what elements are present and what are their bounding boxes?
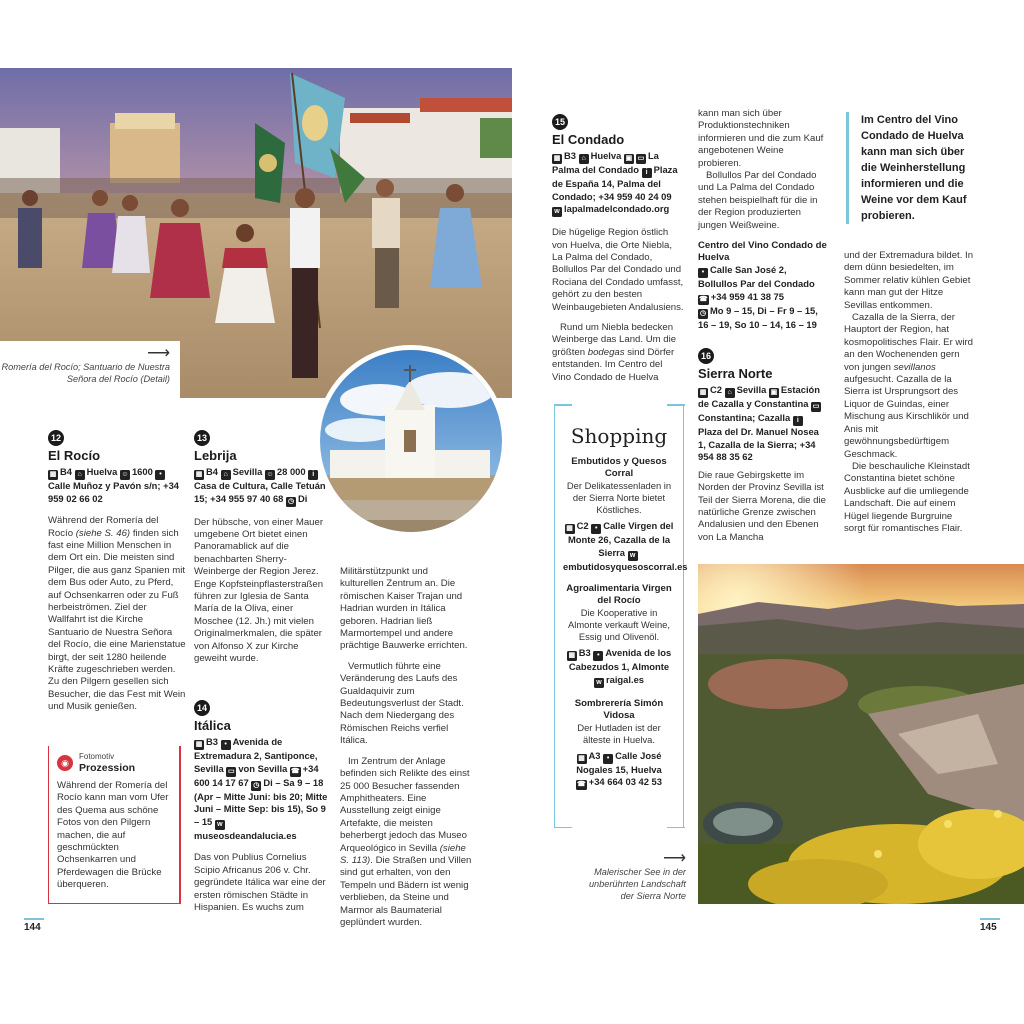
entry-text-a: Das von Publius Cornelius Scipio Africanus 206 v. Chr. gegründete Itálica war eine der ersten römischen Städte in Hispanien. Es wuchs zum xyxy=(194,852,326,913)
entry-title: El Condado xyxy=(552,132,625,147)
entry-el-rocio xyxy=(48,430,186,722)
fotomotiv-box xyxy=(48,746,180,904)
entry-number-badge: 13 xyxy=(194,430,210,446)
map-grid-icon: ▦ xyxy=(195,741,203,748)
shopping-box-bottom-right xyxy=(667,827,685,829)
web-icon: w xyxy=(628,551,638,561)
sierra-continued: und der Extremadura bildet. In dem dünn besiedelten, im Sommer relativ kühlen Gebiet kann man gut der Hitze Sevillas entkommen. Cazalla de la Sierra, der Hauptort der Region, hat kosmopolitisches Flair. Er wird an den Wochenenden gern von jungen sevillanos aufgesucht. Cazalla de la Sierra ist Ursprungsort des Liquor de Guindas, einer Mischung aus Kirschlikör und Anis mit gewöhnungsbedürftigem Geschmack. Die beschauliche Kleinstadt Constantina bietet schöne Ausblicke auf die umliegende Landschaft. Die auf einem Hügel liegende Burgruine sorgt für romantisches Flair. xyxy=(844,250,974,534)
fotomotiv-label: Fotomotiv xyxy=(79,752,115,761)
web-icon: w xyxy=(552,207,562,217)
entry-info: ▦ B4 ⌂ Huelva ☺ 1600 •Calle Muñoz y Pavón s/n; +34 959 02 66 02 xyxy=(48,466,180,504)
italica-continued: Militärstützpunkt und kulturellen Zentrum an. Die römischen Kaiser Trajan und Hadrian wurden in Itálica geboren. Hadrian ließ Marmortempel und andere prächtige Bauwerke errichten. Vermutlich führte eine Veränderung des Laufs des Gualdaquivir zum Bedeutungsverlust der Stadt. Nach dem Niedergang des Römischen Reichs verfiel Itálica. Im Zentrum der Anlage befinden sich Relikte des einst 25 000 Besucher fassenden Amphitheaters. Eine Ausstellung zeigt einige Artefakte, die meisten beherbergt jedoch das Museo Arqueológico in Sevilla (siehe S. 113). Die Straßen und Villen sind gut erhalten, von den Tempeln und Bädern ist wenig verblieben, da Steine und Marmor als Baumaterial geplündert wurden. xyxy=(340,566,472,928)
train-icon: ▣ xyxy=(770,389,778,396)
pin-icon: • xyxy=(155,470,165,480)
entry-lebrija xyxy=(194,430,329,673)
entry-text: Der hübsche, von einer Mauer umgebene Ort bietet einen Panoramablick auf die benachbarten Sherry-Weinberge der Region Jerez. Enge Kopfsteinpflasterstraßen führen zur Iglesia de Santa María de la Oliva, einer Moschee (12. Jh.) mit vielen Originalmerkmalen, die später von Alfonso X zur Kirche geweiht wurde. xyxy=(194,516,324,665)
web-icon: w xyxy=(215,820,225,830)
entry-text: Während der Romería del Rocío (siehe S. 46) finden sich fast eine Million Menschen in dem Ort ein. Die meisten sind Pilger, die aus ganz Spanien mit dem Bus oder Auto, zu Pferd, auf Ochsenkarren oder zu Fuß herbeiströmen. Ziel der Wallfahrt ist die Kirche Santuario de Nuestra Señora del Rocío, die eine Marienstatue birgt, der seit 1280 heilende Kräfte zugeschrieben werden. Zu den Pilgern gesellen sich Besucher, die das Fest mit Wein und Musik genießen. xyxy=(48,515,186,713)
arrow-right-icon: ⟶ xyxy=(147,345,170,362)
centro-del-vino-title: Centro del Vino Condado de Huelva xyxy=(698,240,827,264)
entry-number-badge: 16 xyxy=(698,348,714,364)
entry-sierra-norte xyxy=(698,348,828,544)
info-icon: i xyxy=(793,416,803,426)
arrow-right-icon: ⟶ xyxy=(663,850,686,867)
shopping-box-bottom-left xyxy=(554,827,572,829)
shopping-title: Shopping xyxy=(570,424,668,448)
clock-icon: ◷ xyxy=(287,497,295,505)
web-icon: w xyxy=(594,678,604,688)
pin-icon: • xyxy=(591,524,601,534)
pin-icon: • xyxy=(593,651,603,661)
house-icon: ⌂ xyxy=(725,388,735,398)
pin-icon: • xyxy=(221,740,231,750)
bus-icon: ▭ xyxy=(228,767,235,775)
people-icon: ☺ xyxy=(121,471,129,478)
landscape-caption-box xyxy=(574,852,686,902)
shopping-box-top-left xyxy=(554,404,572,406)
fotomotiv-right-border xyxy=(179,746,181,904)
pin-icon: • xyxy=(603,754,613,764)
pin-icon: • xyxy=(698,268,708,278)
house-icon: ⌂ xyxy=(579,154,589,164)
entry-number-badge: 15 xyxy=(552,114,568,130)
entry-number-badge: 12 xyxy=(48,430,64,446)
train-icon: ▣ xyxy=(625,155,633,162)
pull-quote: Im Centro del Vino Condado de Huelva kann man sich über die Weinherstellung informieren und die Weine vor dem Kauf probieren. xyxy=(846,112,976,224)
entry-info: ▦ C2 ⌂ Sevilla ▣ Estación de Cazalla y Constantina ▭Constantina; Cazalla iPlaza del Dr. Manuel Nosea 1, Cazalla de la Sierra; +34 954 88 35 62 xyxy=(698,384,820,463)
centro-del-vino-info: • Calle San José 2, Bollullos Par del Condado ☎ +34 959 41 38 75 ◷ Mo 9 – 15, Di – Fr 9 – 15, 16 – 19, So 10 – 14, 16 – 19 xyxy=(698,264,818,330)
shop-item: Sombrerería Simón Vidosa Der Hutladen ist der älteste in Huelva. ▦ A3 • Calle José Nogales 15, Huelva ☎ +34 664 03 42 53 xyxy=(574,697,664,789)
shop-item: Embutidos y Quesos Corral Der Delikatessenladen in der Sierra Norte bietet Köstliches. ▦ C2 • Calle Virgen del Monte 26, Cazalla de la Sierra wembutidosyquesoscorral.es xyxy=(563,456,688,572)
entry-title: Itálica xyxy=(194,718,231,733)
people-icon: ☺ xyxy=(266,471,274,478)
fotomotiv-text: Während der Romería del Rocío kann man vom Ufer des Quema aus schöne Fotos von den Pilgern machen, die auf geschmückten Ochsenkarren und Pferdewagen die Brücke überqueren. xyxy=(57,780,169,891)
entry-info: ▦ B3 • Avenida de Extremadura 2, Santiponce, Sevilla ▭ von Sevilla ☎ +34 600 14 17 67 ◷ Di – Sa 9 – 18 (Apr – Mitte Juni: bis 20; Mitte Juni – Mitte Sep: bis 15), So 9 – 15 wmuseosdeandalucia.es xyxy=(194,736,328,841)
map-grid-icon: ▦ xyxy=(553,155,561,162)
shopping-box xyxy=(554,404,688,828)
procession-caption-box xyxy=(0,341,180,401)
map-grid-icon: ▦ xyxy=(49,471,57,478)
bus-icon: ▭ xyxy=(637,155,645,162)
entry-italica xyxy=(194,700,329,914)
phone-icon: ☎ xyxy=(290,767,300,775)
entry-info: ▦ B4 ⌂ Sevilla ☺ 28 000 iCasa de Cultura, Calle Tetuán 15; +34 955 97 40 68 ◷ Di xyxy=(194,466,326,505)
entry-number-badge: 14 xyxy=(194,700,210,716)
entry-title: Lebrija xyxy=(194,448,237,463)
entry-title: Sierra Norte xyxy=(698,366,773,381)
entry-title: El Rocío xyxy=(48,448,101,463)
landscape-caption: Malerischer See in der unberührten Landschaft der Sierra Norte xyxy=(588,867,686,901)
entry-text: Die hügelige Region östlich von Huelva, die Orte Niebla, La Palma del Condado, Bollullos Par del Condado und Rociana del Condado umfasst, gehört zu den besten Weinbaugebieten Andalusiens. Rund um Niebla bedecken Weinberge das Land. Um die größten bodegas sind Dörfer entstanden. Im Centro del Vino Condado de Huelva xyxy=(552,227,684,383)
phone-icon: ☎ xyxy=(699,295,708,303)
page-number-right: 145 xyxy=(980,918,1000,933)
shopping-box-top-right xyxy=(667,404,685,406)
shop-item: Agroalimentaria Virgen del Rocío Die Kooperative in Almonte verkauft Weine, Essig und Olivenöl. ▦ B3 • Avenida de los Cabezudos 1, Almonte w raigal.es xyxy=(566,583,672,686)
procession-caption: Romería del Rocío; Santuario de Nuestra Señora del Rocío (Detail) xyxy=(1,362,170,384)
house-icon: ⌂ xyxy=(75,470,85,480)
map-grid-icon: ▦ xyxy=(578,754,585,762)
bus-icon: ▭ xyxy=(812,403,820,410)
phone-icon: ☎ xyxy=(577,781,586,789)
condado-continued: kann man sich über Produktionstechniken informieren und die zum Kauf angebotenen Weine probieren. Bollullos Par del Condado und La Palma del Condado stehen beispielhaft für die in der Region produzierten jungen Weißweine. Centro del Vino Condado de Huelva • Calle San José 2, Bollullos Par del Condado ☎ +34 959 41 38 75 ◷ Mo 9 – 15, Di – Fr 9 – 15, 16 – 19, So 10 – 14, 16 – 19 xyxy=(698,108,827,330)
page-number-left: 144 xyxy=(24,918,44,933)
clock-icon: ◷ xyxy=(253,781,260,789)
map-grid-icon: ▦ xyxy=(566,525,573,532)
map-grid-icon: ▦ xyxy=(699,389,707,396)
entry-text: Die raue Gebirgskette im Norden der Provinz Sevilla ist Teil der Sierra Morena, die die natürliche Grenze zwischen Andalusien und den Ebenen von La Mancha xyxy=(698,469,826,543)
clock-icon: ◷ xyxy=(699,309,707,317)
church-circle-photo xyxy=(315,345,507,537)
house-icon: ⌂ xyxy=(221,470,231,480)
info-icon: i xyxy=(642,168,652,178)
map-grid-icon: ▦ xyxy=(195,471,203,478)
info-icon: i xyxy=(308,470,318,480)
landscape-photo xyxy=(698,564,1024,904)
entry-el-condado xyxy=(552,114,684,392)
entry-info: ▦ B3 ⌂ Huelva ▣ ▭ La Palma del Condado i Plaza de España 14, Palma del Condado; +34 959 40 24 09 w lapalmadelcondado.org xyxy=(552,150,678,216)
camera-icon: ◉ xyxy=(57,755,73,771)
map-grid-icon: ▦ xyxy=(568,652,576,660)
fotomotiv-title: Prozession xyxy=(79,762,136,774)
